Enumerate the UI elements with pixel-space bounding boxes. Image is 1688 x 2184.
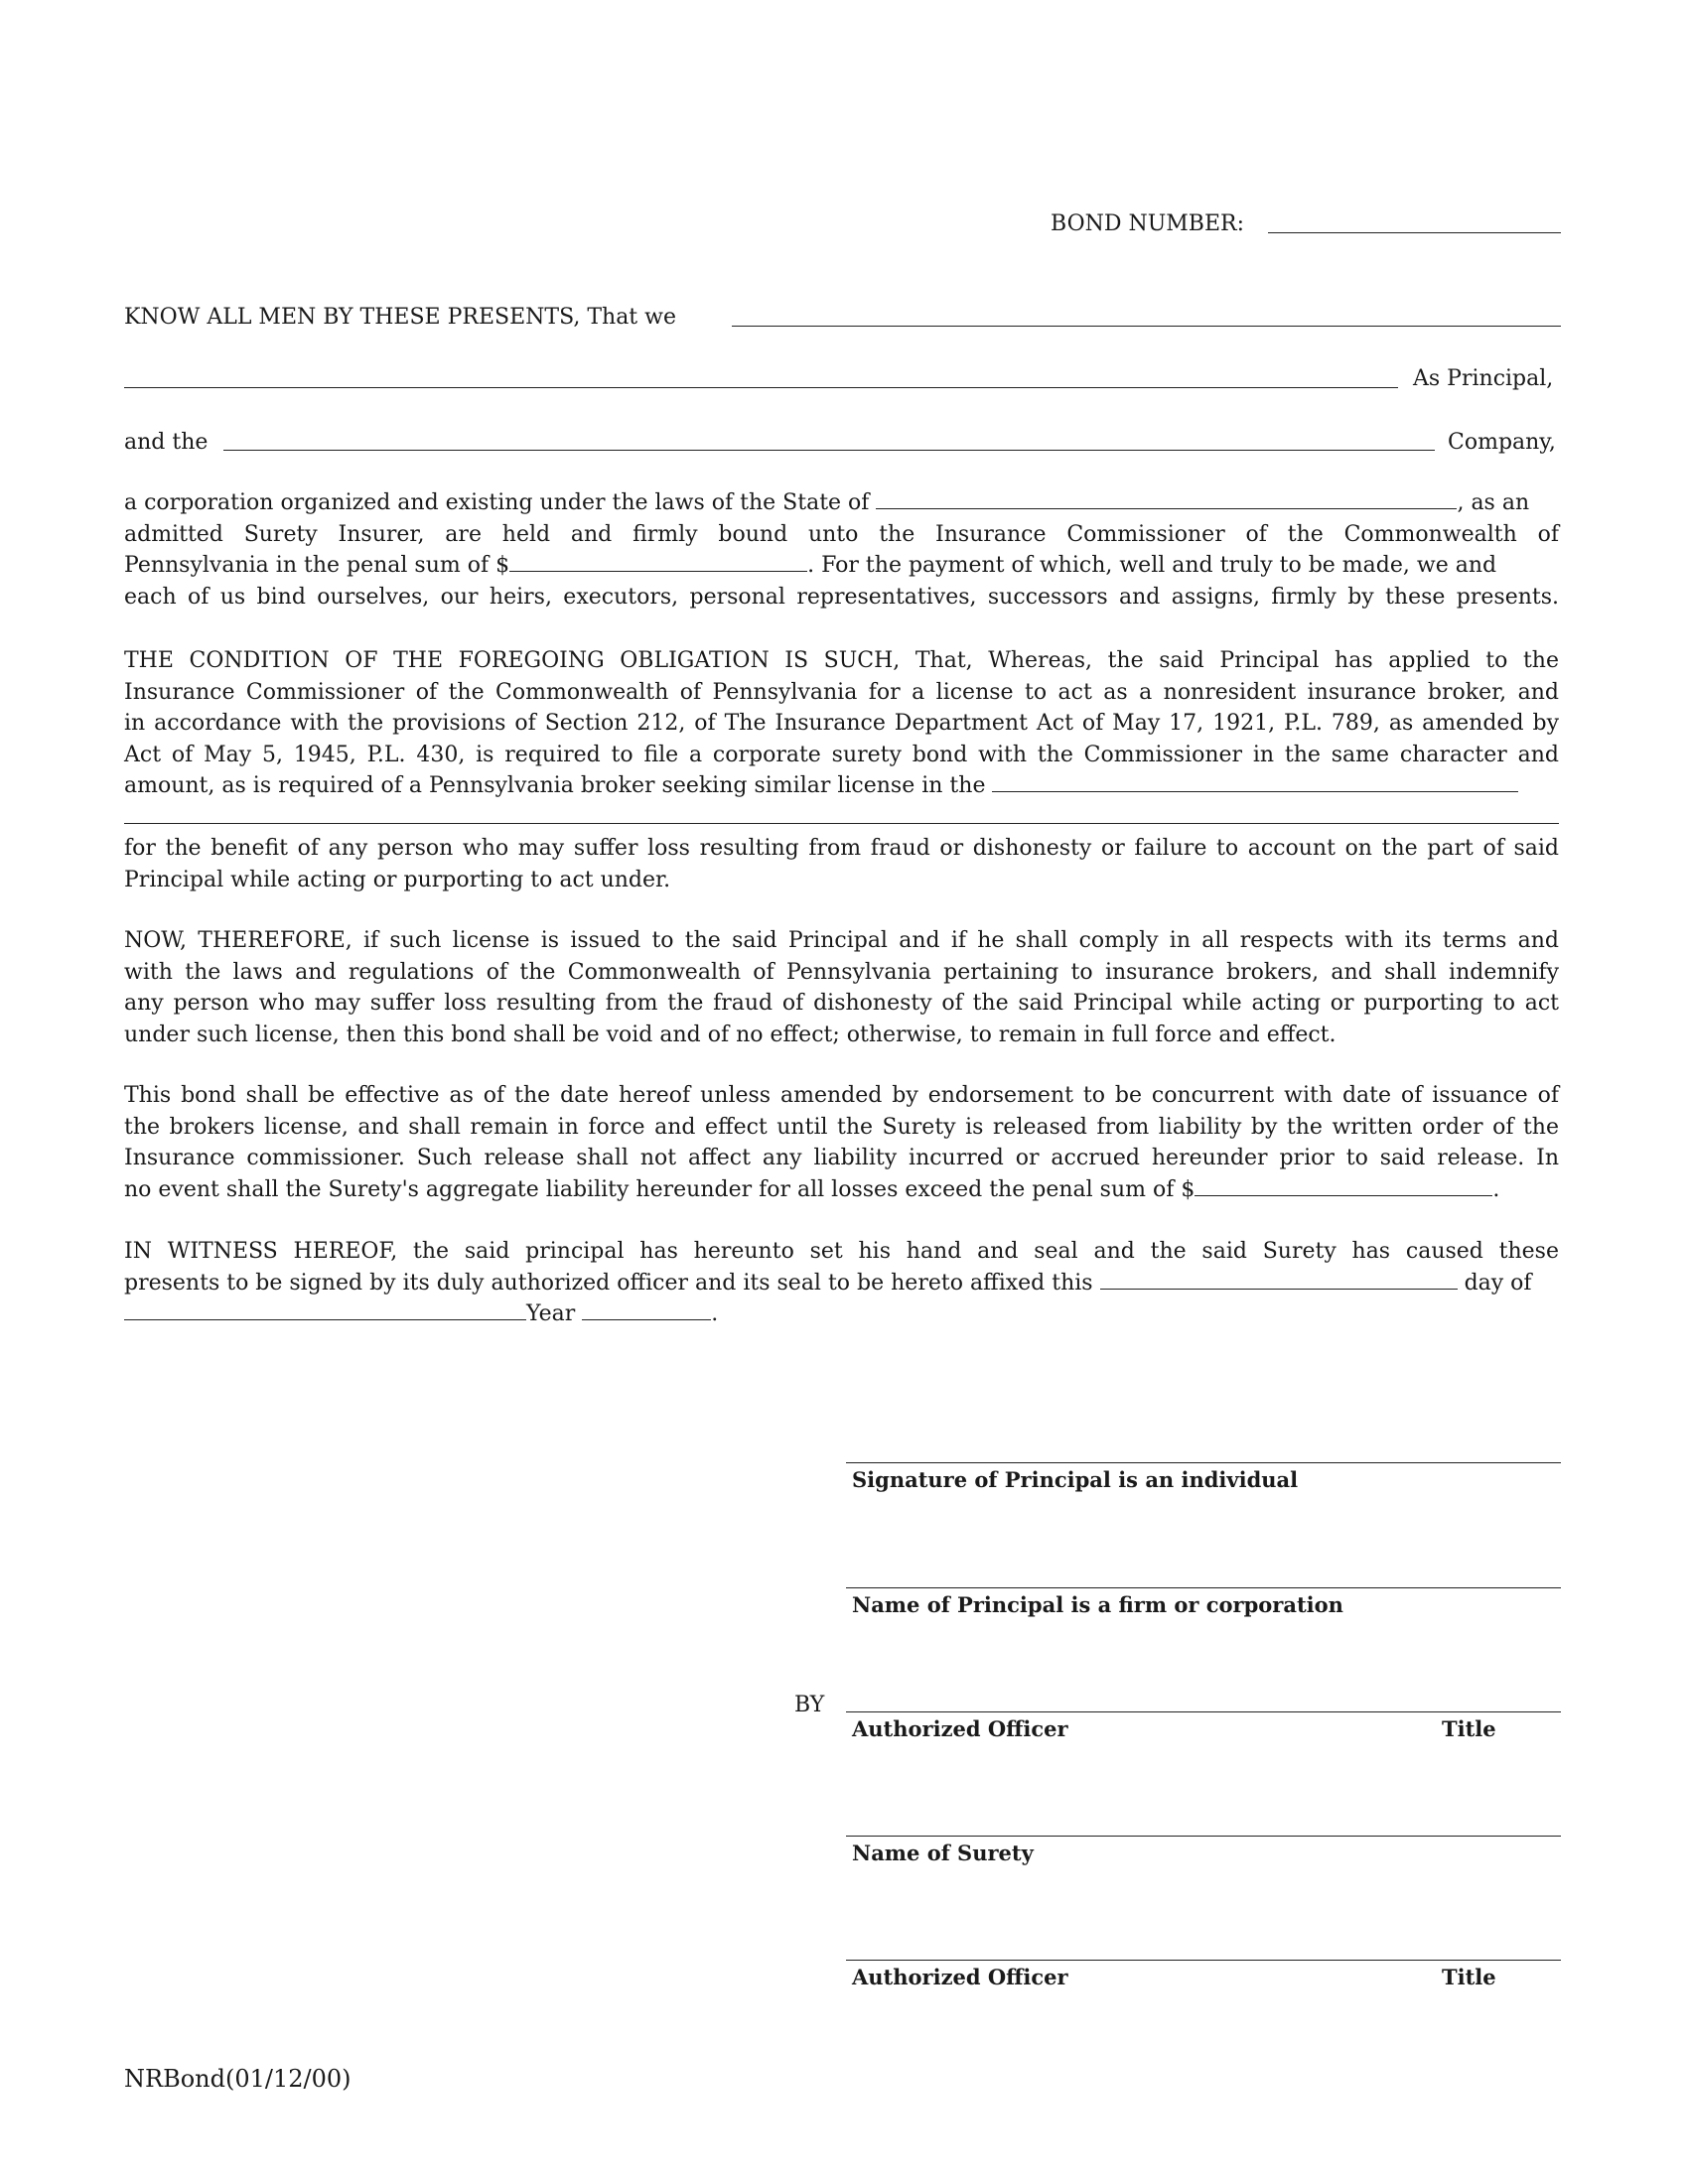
by-label: BY — [794, 1693, 825, 1717]
month-field[interactable] — [124, 1299, 526, 1320]
state-field[interactable] — [876, 488, 1457, 509]
and-the-label: and the — [124, 430, 209, 455]
year-field[interactable] — [582, 1299, 711, 1320]
penal-sum-field[interactable] — [509, 551, 807, 572]
title-label-2: Title — [1442, 1965, 1496, 1989]
principal-individual-label: Signature of Principal is an individual — [852, 1467, 1299, 1492]
para1-line3: Pennsylvania in the penal sum of $ . For the payment of which, well and truly to be made, we and — [124, 553, 1497, 578]
principal-firm-label: Name of Principal is a firm or corporation — [852, 1592, 1343, 1617]
form-id: NRBond(01/12/00) — [124, 2065, 352, 2093]
authorized-officer-label-2: Authorized Officer — [852, 1965, 1068, 1989]
title-label-1: Title — [1442, 1716, 1496, 1741]
principal-signature-line[interactable] — [846, 1462, 1561, 1463]
principal-name-field-1[interactable] — [732, 326, 1561, 327]
broker-state-field-2[interactable] — [124, 803, 1559, 824]
surety-company-field[interactable] — [223, 450, 1435, 451]
surety-name-line[interactable] — [846, 1836, 1561, 1837]
authorized-officer-line-2[interactable] — [846, 1960, 1561, 1961]
principal-firm-line[interactable] — [846, 1587, 1561, 1588]
authorized-officer-line-1[interactable] — [846, 1711, 1561, 1712]
bond-number-label: BOND NUMBER: — [1051, 211, 1245, 236]
paragraph-now-therefore: NOW, THEREFORE, if such license is issued to the said Principal and if he shall comply in all respects with its terms and with the laws and regulations of the Commonwealth of Pennsylvania pertaining to insurance brokers, and shall indemnify any person who may suffer loss resulting from the fraud of dishonesty of the said Principal while acting or purporting to act under such license, then this bond shall be void and of no effect; otherwise, to remain in full force and effect. — [124, 928, 1559, 1047]
as-principal-label: As Principal, — [1413, 366, 1554, 391]
para1-line1: a corporation organized and existing under the laws of the State of , as an — [124, 490, 1530, 515]
company-label: Company, — [1448, 430, 1556, 455]
day-field[interactable] — [1100, 1269, 1458, 1290]
paragraph-witness: IN WITNESS HEREOF, the said principal has hereunto set his hand and seal and the said Surety has caused these presents to be signed by its duly authorized officer and its seal to be hereto affixed this day of Year . — [124, 1239, 1559, 1326]
surety-name-label: Name of Surety — [852, 1841, 1034, 1865]
know-all-men-text: KNOW ALL MEN BY THESE PRESENTS, That we — [124, 305, 676, 330]
paragraph-condition: THE CONDITION OF THE FOREGOING OBLIGATION IS SUCH, That, Whereas, the said Principal has applied to the Insurance Commissioner of the Commonwealth of Pennsylvania for a license to act as a nonresident insurance broker, and in accordance with the provisions of Section 212, of The Insurance Department Act of May 17, 1921, P.L. 789, as amended by Act of May 5, 1945, P.L. 430, is required to file a corporate surety bond with the Commissioner in the same character and amount, as is required of a Pennsylvania broker seeking similar license in the for the benefit of any person who may suffer loss resulting from fraud or dishonesty or failure to account on the part of said Principal while acting or purporting to act under. — [124, 648, 1559, 892]
paragraph-surety-obligation — [124, 487, 1559, 613]
para1-line4: each of us bind ourselves, our heirs, executors, personal representatives, successors and assigns, firmly by these presents. — [124, 584, 1559, 610]
aggregate-sum-field[interactable] — [1195, 1175, 1492, 1196]
paragraph-effective: This bond shall be effective as of the date hereof unless amended by endorsement to be concurrent with date of issuance of the brokers license, and shall remain in force and effect until the Surety is released from liability by the written order of the Insurance commissioner. Such release shall not affect any liability incurred or accrued hereunder prior to said release. In no event shall the Surety's aggregate liability hereunder for all losses exceed the penal sum of $ . — [124, 1083, 1559, 1202]
principal-name-field-2[interactable] — [124, 387, 1398, 388]
authorized-officer-label-1: Authorized Officer — [852, 1716, 1068, 1741]
broker-state-field-1[interactable] — [992, 771, 1518, 792]
bond-number-field[interactable] — [1268, 232, 1561, 233]
para1-line2: admitted Surety Insurer, are held and firmly bound unto the Insurance Commissioner of the Commonwealth of — [124, 521, 1559, 547]
